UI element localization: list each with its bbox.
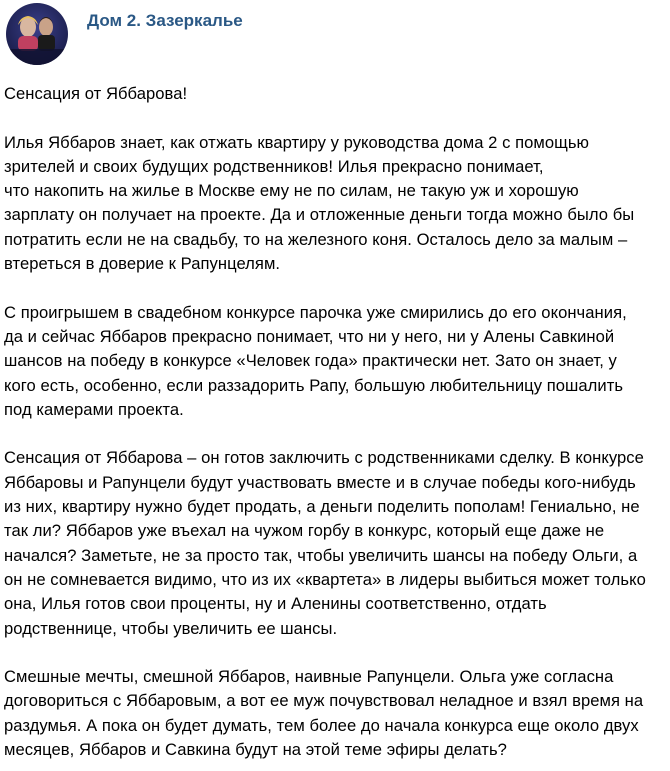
paragraph-3 <box>4 446 666 640</box>
text-line: зарплату он получает на проекте. Да и отложенные деньги тогда можно было бы <box>4 205 635 225</box>
text-line: из них, квартиру нужно будет продать, а деньги поделить пополам! Гениально, не <box>4 497 640 517</box>
text-line: раздумья. А пока он будет думать, тем более до начала конкурса еще около двух <box>4 715 639 735</box>
text-line: Илья Яббаров знает, как отжать квартиру у руководства дома 2 с помощью <box>4 132 590 152</box>
text-line: С проигрышем в свадебном конкурсе парочка уже смирились до его окончания, <box>4 302 627 322</box>
paragraph-4 <box>4 665 666 762</box>
text-line: зрителей и своих будущих родственников! Илья прекрасно понимает, <box>4 156 544 176</box>
text-line: Сенсация от Яббарова! <box>4 84 188 103</box>
community-name-link[interactable]: Дом 2. Зазеркалье <box>87 11 243 30</box>
text-line: потратить если не на свадьбу, то на железного коня. Осталось дело за малым – <box>4 229 628 249</box>
text-line: под камерами проекта. <box>4 399 184 419</box>
text-line: Сенсация от Яббарова – он готов заключить с родственниками сделку. В конкурсе <box>4 448 644 468</box>
text-line: родственнице, чтобы увеличить ее шансы. <box>4 618 338 638</box>
text-line: шансов на победу в конкурсе «Человек года» практически нет. Зато он знает, у <box>4 351 617 371</box>
text-line: месяцев, Яббаров и Савкина будут на этой теме эфиры делать? <box>4 740 507 760</box>
community-avatar[interactable] <box>6 3 68 65</box>
post-text <box>4 82 666 762</box>
text-line: он не сомневается видимо, что из их «квартета» в лидеры выбиться может только <box>4 569 646 589</box>
text-line: что накопить на жилье в Москве ему не по силам, не такую уж и хорошую <box>4 181 579 201</box>
avatar-image <box>6 3 68 65</box>
text-line: она, Илья готов свои проценты, ну и Аленины соответственно, отдать <box>4 594 547 614</box>
text-line: начался? Заметьте, не за просто так, чтобы увеличить шансы на победу Ольги, а <box>4 545 638 565</box>
text-line: Смешные мечты, смешной Яббаров, наивные Рапунцели. Ольга уже согласна <box>4 667 614 687</box>
paragraph-2 <box>4 301 666 422</box>
post-title <box>4 82 666 106</box>
text-line: втереться в доверие к Рапунцелям. <box>4 254 281 274</box>
text-line: кого есть, особенно, если раззадорить Рапу, большую любительницу пошалить <box>4 375 624 395</box>
text-line: так ли? Яббаров уже въехал на чужом горбу в конкурс, который еще даже не <box>4 521 605 541</box>
text-line: договориться с Яббаровым, а вот ее муж почувствовал неладное и взял время на <box>4 691 644 711</box>
text-line: Яббаровы и Рапунцели будут участвовать вместе и в случае победы кого-нибудь <box>4 472 636 492</box>
text-line: да и сейчас Яббаров прекрасно понимает, что ни у него, ни у Алены Савкиной <box>4 326 615 346</box>
paragraph-1 <box>4 131 666 277</box>
post-header <box>6 3 666 67</box>
